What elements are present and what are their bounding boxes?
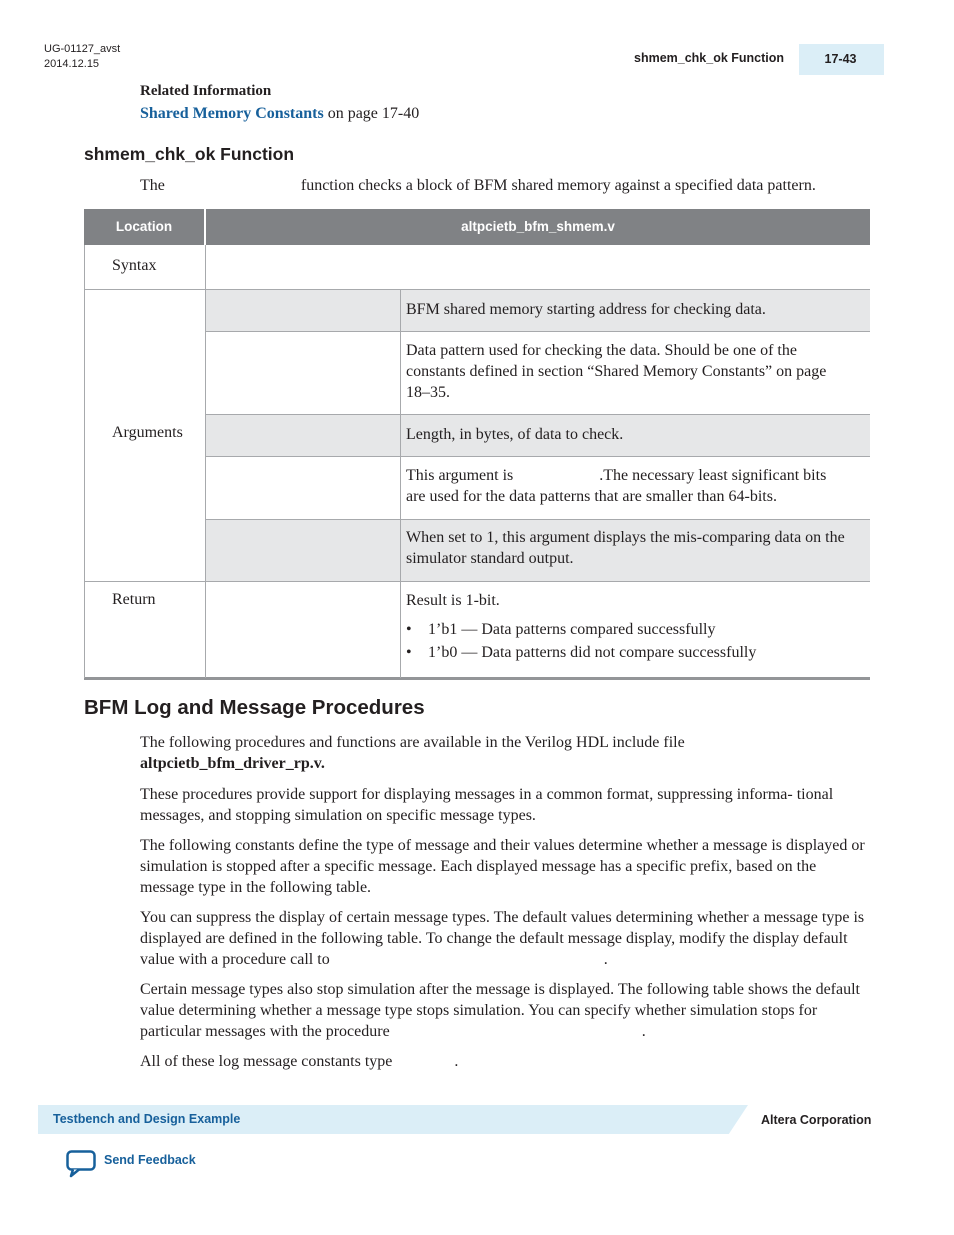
arg-word-desc-start: This argument is: [406, 467, 514, 484]
related-information-line: [140, 105, 419, 123]
paragraph-support: [140, 784, 868, 826]
related-information-title: Related Information: [140, 83, 272, 99]
section-heading-bfm-log: BFM Log and Message Procedures: [84, 696, 425, 719]
paragraph-text: The following procedures and functions are available in the Verilog HDL include file: [140, 734, 685, 751]
paragraph-text: You can suppress the display of certain message types. The default values determining whether a message type is displayed are defined in the following table. To change the default message display, modify the display default value with a procedure call to: [140, 909, 865, 968]
paragraph-text: Certain message types also stop simulation after the message is displayed. The following table shows the default value determining whether a message type stops simulation. You can specify whether simulation stops for particular messages with the procedure: [140, 981, 860, 1040]
paragraph-include-file: [140, 732, 868, 774]
return-label: Return: [112, 591, 156, 608]
send-feedback-link[interactable]: Send Feedback: [104, 1153, 196, 1167]
paragraph-suppress: [140, 907, 868, 970]
paragraph-end: .: [603, 951, 608, 968]
paragraph-text: These procedures provide support for displaying messages in a common format, suppressing informa- tional messages, and stopping simulation on specific message types.: [140, 786, 834, 824]
paragraph-stop-simulation: [140, 979, 868, 1042]
paragraph-constant-type: [140, 1051, 868, 1072]
speech-bubble-icon[interactable]: [66, 1150, 96, 1178]
paragraph-constants: [140, 835, 868, 898]
intro-suffix: function checks a block of BFM shared memory against a specified data pattern.: [300, 177, 816, 194]
doc-number: UG-01127_avst: [44, 43, 121, 55]
related-page-ref: on page 17-40: [323, 105, 420, 122]
arg-display-error-desc: When set to 1, this argument displays the mis-comparing data on the simulator standard output.: [406, 529, 845, 567]
arguments-label: Arguments: [112, 424, 183, 441]
paragraph-end: .: [454, 1053, 459, 1070]
return-values-list: [406, 619, 846, 663]
function-heading: shmem_chk_ok Function: [84, 144, 295, 164]
arg-data-pattern-desc: Data pattern used for checking the data. Should be one of the constants defined in section “Shared Memory Constants” on page 18–35.: [406, 342, 827, 401]
include-file-name: altpcietb_bfm_driver_rp.v.: [140, 755, 325, 772]
list-item: • 1’b0 — Data patterns did not compare successfully: [406, 642, 846, 663]
intro-prefix: The: [140, 177, 165, 194]
page-number: 17-43: [824, 52, 857, 66]
function-table: [84, 209, 870, 681]
footer-company: Altera Corporation: [761, 1113, 872, 1127]
arg-word-desc-end: .The necessary least significant bits are used for the data patterns that are smaller than 64-bits.: [406, 467, 827, 505]
paragraph-end: .: [641, 1023, 646, 1040]
arg-word-desc: [406, 465, 846, 507]
function-intro: [140, 177, 816, 195]
table-header-file: altpcietb_bfm_shmem.v: [206, 209, 870, 245]
syntax-label: Syntax: [112, 257, 157, 274]
return-summary: Result is 1-bit.: [406, 592, 500, 609]
document-id: [44, 42, 120, 72]
running-header-title: shmem_chk_ok Function: [634, 51, 785, 65]
arg-start-address-desc: BFM shared memory starting address for checking data.: [406, 301, 766, 318]
return-desc: [406, 590, 846, 663]
paragraph-text: All of these log message constants type: [140, 1053, 393, 1070]
shared-memory-constants-link[interactable]: Shared Memory Constants: [140, 105, 324, 122]
footer-chapter-title[interactable]: Testbench and Design Example: [53, 1112, 241, 1126]
arg-length-desc: Length, in bytes, of data to check.: [406, 426, 624, 443]
paragraph-text: The following constants define the type of message and their values determine whether a message is displayed or simulation is stopped after a specific message. Each displayed message has a specific prefix, based on the message type in the following table.: [140, 837, 865, 896]
page-number-tab: [797, 44, 884, 75]
doc-date: 2014.12.15: [44, 58, 100, 70]
table-header-location: Location: [84, 209, 204, 245]
list-item: • 1’b1 — Data patterns compared successfully: [406, 619, 846, 640]
